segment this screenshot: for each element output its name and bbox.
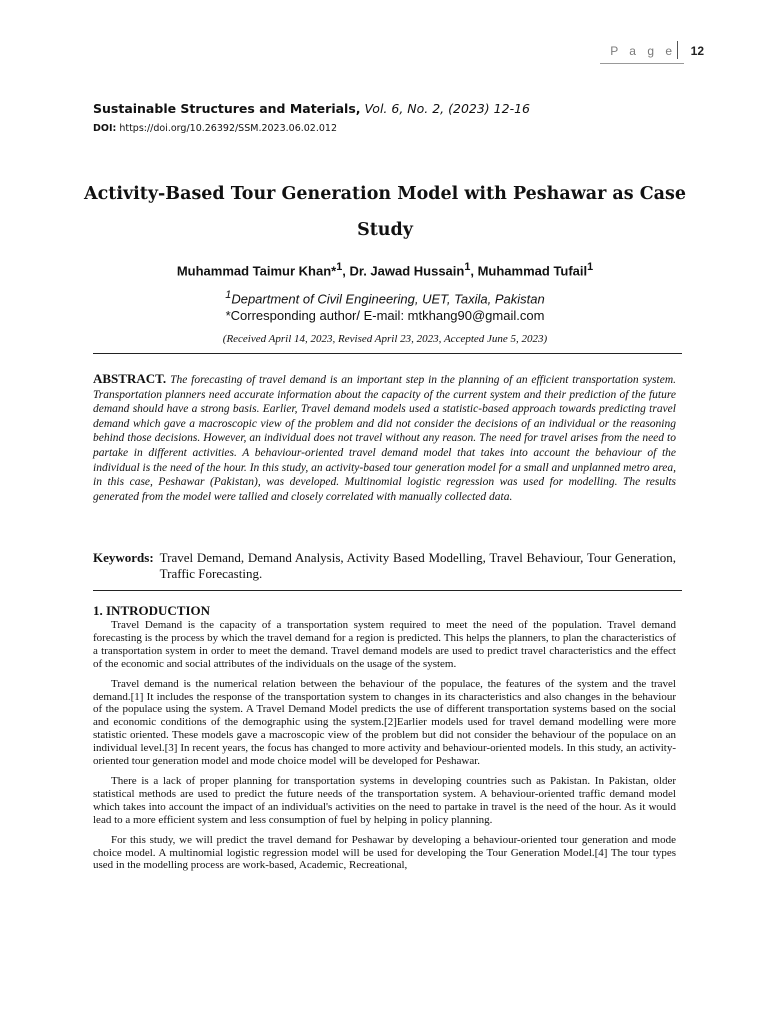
section-heading: 1. INTRODUCTION (93, 603, 211, 618)
page-number: 12 (690, 44, 704, 58)
paper-title: Activity-Based Tour Generation Model with Peshawar as Case Study (84, 184, 686, 240)
doi-label: DOI: (93, 123, 117, 134)
paragraph: Travel Demand is the capacity of a transportation system required to meet the need of the population. Travel demand forecasting is the process by which the travel demand for a region is predicted. This helps the planners, to plan the characteristics of a transportation system in order to meet the demand. Travel demand models are used to predict travel characteristics and the effect of the economic and social attributes of the individuals on the usage of the system. (93, 619, 676, 670)
corresponding-author: *Corresponding author/ E-mail: mtkhang90@gmail.com (225, 308, 545, 324)
doi-value[interactable]: https://doi.org/10.26392/SSM.2023.06.02.012 (116, 123, 338, 134)
page-separator (677, 41, 678, 59)
abstract-top-rule (93, 353, 682, 354)
affiliation-block (60, 287, 710, 324)
keywords-text: Travel Demand, Demand Analysis, Activity Based Modelling, Travel Behaviour, Tour Generation, Traffic Forecasting. (159, 550, 676, 581)
keywords (93, 550, 676, 582)
affiliation-superscript: 1 (225, 289, 232, 301)
keywords-bottom-rule (93, 590, 682, 591)
abstract (93, 372, 676, 504)
journal-volume: Vol. 6, No. 2, (2023) 12-16 (360, 101, 530, 116)
paragraph: For this study, we will predict the travel demand for Peshawar by developing a behaviour-oriented tour generation and mode choice model. A multinomial logistic regression model will be used for developing the Tour Generation Model.[4] The tour types used in the modelling process are work-based, Academic, Recreational, (93, 833, 676, 872)
author-list (60, 261, 710, 278)
author-name: Muhammad Taimur Khan* (176, 263, 337, 279)
author-superscript: 1 (464, 261, 471, 273)
abstract-label: ABSTRACT. (93, 371, 167, 386)
keywords-label: Keywords: (93, 550, 154, 565)
page-label: P a g e (610, 44, 676, 58)
paragraph: Travel demand is the numerical relation between the behaviour of the populace, the features of the system and the travel demand.[1] It includes the response of the transportation system to changes in its characteristics and also changes in the behaviour of the populace using the system. A Travel Demand Model predicts the use of different transportation systems based on the social and economic conditions of the demographic using the system.[2]Earlier models used for travel demand modelling were more statistic oriented. These models gave a macroscopic view of the problem but did not consider the behaviour of the populace on an individual level.[3] In recent years, the focus has changed to more activity and behaviour-oriented models. In this study, an activity-oriented tour generation model and mode choice model will be developed for Peshawar. (93, 677, 676, 768)
abstract-text: The forecasting of travel demand is an important step in the planning of an efficient transportation system. Transportation planners need accurate information about the capacity of the current system and their prediction of the future demand should have a strong basis. Earlier, Travel demand models used a statistic-based approach towards predicting travel demand which gave a macroscopic view of the problem and did not consider the decisions of an individual or the reasoning behind those decisions. However, an individual does not travel without any reason. The need for travel arises from the need to partake in different activities. A behaviour-oriented travel demand model that takes into account the behaviour of the individual is the need of the hour. In this study, an activity-based tour generation model for a small and unplanned metro area, in this case, Peshawar (Pakistan), was developed. Multinomial logistic regression was used for modelling. The results generated from the model were tallied and closely correlated with manually collected data. (93, 374, 676, 503)
introduction-body (93, 619, 676, 879)
author-name: , Muhammad Tufail (470, 263, 588, 279)
affiliation-line (60, 287, 710, 307)
author-superscript: 1 (336, 261, 343, 273)
journal-name: Sustainable Structures and Materials, (93, 101, 361, 116)
doi-line (93, 123, 337, 134)
journal-citation (93, 101, 530, 116)
header-rule (600, 63, 684, 64)
affiliation-department: Department of Civil Engineering, UET, Taxila, Pakistan (231, 291, 545, 307)
author-superscript: 1 (587, 261, 594, 273)
author-name: , Dr. Jawad Hussain (342, 263, 465, 279)
paragraph: There is a lack of proper planning for transportation systems in developing countries such as Pakistan. In Pakistan, older statistical methods are used to predict the future needs of the transportation system. A behaviour-oriented traffic demand model which takes into account the impact of an individual's activities on the need to partake in travel is the need of the hour. As it would lead to a more efficient system and less consumption of fuel by helping in policy planning. (93, 774, 676, 826)
submission-dates: (Received April 14, 2023, Revised April 23, 2023, Accepted June 5, 2023) (222, 333, 548, 345)
